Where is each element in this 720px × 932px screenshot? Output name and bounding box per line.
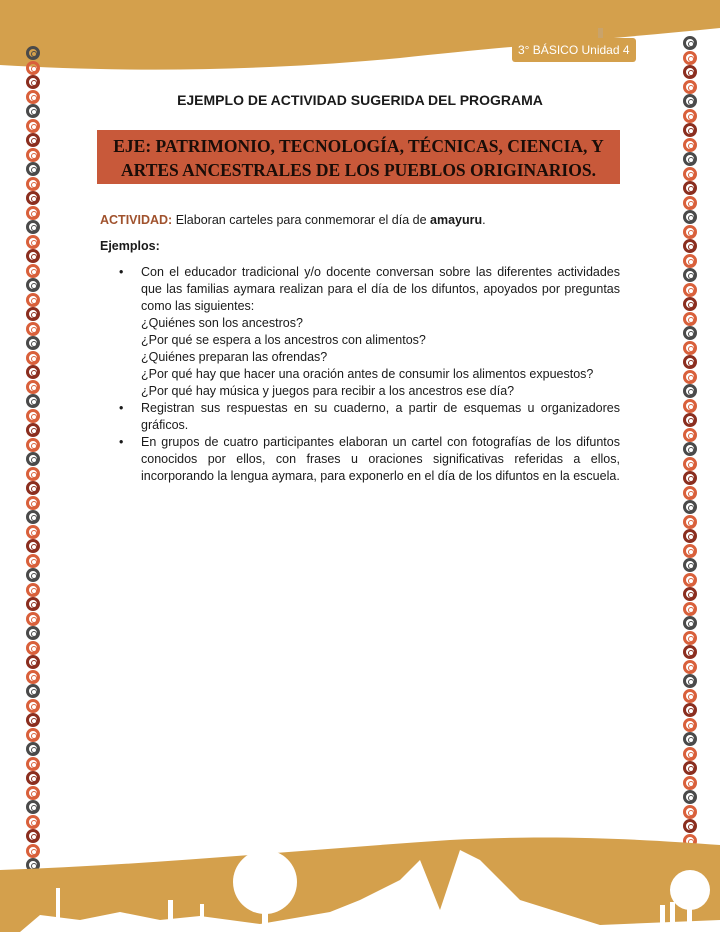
knot-ornament-icon bbox=[26, 583, 40, 597]
knot-ornament-icon bbox=[26, 786, 40, 800]
knot-ornament-icon bbox=[26, 206, 40, 220]
knot-ornament-icon bbox=[683, 790, 697, 804]
knot-ornament-icon bbox=[26, 249, 40, 263]
knot-ornament-icon bbox=[26, 713, 40, 727]
knot-ornament-icon bbox=[26, 162, 40, 176]
knot-ornament-icon bbox=[683, 674, 697, 688]
knot-ornament-icon bbox=[26, 539, 40, 553]
list-item bbox=[141, 264, 620, 400]
knot-ornament-icon bbox=[683, 573, 697, 587]
knot-ornament-icon bbox=[683, 631, 697, 645]
knot-ornament-icon bbox=[26, 264, 40, 278]
knot-ornament-icon bbox=[683, 399, 697, 413]
knot-ornament-icon bbox=[683, 413, 697, 427]
knot-ornament-icon bbox=[26, 699, 40, 713]
knot-ornament-icon bbox=[683, 36, 697, 50]
knot-ornament-icon bbox=[683, 587, 697, 601]
knot-ornament-icon bbox=[26, 597, 40, 611]
knot-ornament-icon bbox=[683, 254, 697, 268]
knot-ornament-icon bbox=[26, 61, 40, 75]
knot-ornament-icon bbox=[26, 554, 40, 568]
knot-ornament-icon bbox=[26, 75, 40, 89]
knot-ornament-icon bbox=[26, 177, 40, 191]
activity-label: ACTIVIDAD: bbox=[100, 213, 173, 227]
knot-ornament-icon bbox=[26, 510, 40, 524]
knot-ornament-icon bbox=[683, 602, 697, 616]
knot-ornament-icon bbox=[683, 428, 697, 442]
knot-ornament-icon bbox=[683, 268, 697, 282]
knot-ornament-icon bbox=[683, 326, 697, 340]
knot-ornament-icon bbox=[26, 394, 40, 408]
right-decorative-border bbox=[682, 36, 698, 848]
activity-keyword: amayuru bbox=[430, 213, 483, 227]
knot-ornament-icon bbox=[683, 167, 697, 181]
knot-ornament-icon bbox=[683, 384, 697, 398]
knot-ornament-icon bbox=[683, 500, 697, 514]
knot-ornament-icon bbox=[26, 235, 40, 249]
knot-ornament-icon bbox=[683, 225, 697, 239]
knot-ornament-icon bbox=[26, 148, 40, 162]
activity-end: . bbox=[482, 213, 486, 227]
knot-ornament-icon bbox=[683, 776, 697, 790]
knot-ornament-icon bbox=[26, 467, 40, 481]
knot-ornament-icon bbox=[26, 351, 40, 365]
question: ¿Quiénes preparan las ofrendas? bbox=[141, 350, 328, 364]
knot-ornament-icon bbox=[26, 380, 40, 394]
examples-label: Ejemplos: bbox=[100, 239, 160, 253]
knot-ornament-icon bbox=[683, 341, 697, 355]
knot-ornament-icon bbox=[683, 689, 697, 703]
knot-ornament-icon bbox=[26, 46, 40, 60]
knot-ornament-icon bbox=[683, 732, 697, 746]
activity-text: Elaboran carteles para conmemorar el día de bbox=[172, 213, 430, 227]
knot-ornament-icon bbox=[683, 152, 697, 166]
bullet-text: Con el educador tradicional y/o docente conversan sobre las diferentes actividades que las familias aymara realizan para el día de los difuntos, apoyados por preguntas como las siguientes: bbox=[141, 265, 620, 313]
knot-ornament-icon bbox=[26, 670, 40, 684]
knot-ornament-icon bbox=[683, 297, 697, 311]
knot-ornament-icon bbox=[683, 355, 697, 369]
knot-ornament-icon bbox=[683, 312, 697, 326]
knot-ornament-icon bbox=[683, 196, 697, 210]
knot-ornament-icon bbox=[683, 486, 697, 500]
knot-ornament-icon bbox=[683, 660, 697, 674]
knot-ornament-icon bbox=[26, 728, 40, 742]
knot-ornament-icon bbox=[26, 278, 40, 292]
knot-ornament-icon bbox=[26, 365, 40, 379]
knot-ornament-icon bbox=[683, 210, 697, 224]
knot-ornament-icon bbox=[683, 529, 697, 543]
list-item: • En grupos de cuatro participantes elaboran un cartel con fotografías de los difuntos conocidos por ellos, con frases u oraciones significativas referidas a ellos, incorporando la lengua aymara, para exponerlo en el día de los difuntos en la escuela. bbox=[141, 434, 620, 485]
knot-ornament-icon bbox=[26, 612, 40, 626]
knot-ornament-icon bbox=[683, 558, 697, 572]
knot-ornament-icon bbox=[683, 239, 697, 253]
knot-ornament-icon bbox=[683, 718, 697, 732]
grade-unit-badge: 3° BÁSICO Unidad 4 bbox=[512, 38, 636, 62]
knot-ornament-icon bbox=[683, 370, 697, 384]
eje-line-1: EJE: PATRIMONIO, TECNOLOGÍA, TÉCNICAS, CIENCIA, Y bbox=[113, 136, 604, 156]
knot-ornament-icon bbox=[683, 805, 697, 819]
knot-ornament-icon bbox=[683, 747, 697, 761]
knot-ornament-icon bbox=[683, 109, 697, 123]
knot-ornament-icon bbox=[26, 771, 40, 785]
knot-ornament-icon bbox=[683, 457, 697, 471]
knot-ornament-icon bbox=[26, 684, 40, 698]
eje-line-2: ARTES ANCESTRALES DE LOS PUEBLOS ORIGINARIOS. bbox=[121, 160, 596, 180]
knot-ornament-icon bbox=[26, 423, 40, 437]
knot-ornament-icon bbox=[683, 515, 697, 529]
knot-ornament-icon bbox=[26, 133, 40, 147]
eje-banner bbox=[97, 130, 620, 184]
knot-ornament-icon bbox=[683, 442, 697, 456]
knot-ornament-icon bbox=[26, 452, 40, 466]
knot-ornament-icon bbox=[26, 641, 40, 655]
page-title: EJEMPLO DE ACTIVIDAD SUGERIDA DEL PROGRAMA bbox=[177, 92, 543, 108]
knot-ornament-icon bbox=[26, 191, 40, 205]
knot-ornament-icon bbox=[683, 123, 697, 137]
knot-ornament-icon bbox=[26, 496, 40, 510]
knot-ornament-icon bbox=[26, 481, 40, 495]
knot-ornament-icon bbox=[26, 293, 40, 307]
knot-ornament-icon bbox=[683, 544, 697, 558]
knot-ornament-icon bbox=[683, 616, 697, 630]
knot-ornament-icon bbox=[26, 119, 40, 133]
footer-landscape bbox=[0, 820, 720, 932]
question: ¿Por qué se espera a los ancestros con alimentos? bbox=[141, 333, 426, 347]
knot-ornament-icon bbox=[683, 283, 697, 297]
knot-ornament-icon bbox=[683, 181, 697, 195]
knot-ornament-icon bbox=[683, 761, 697, 775]
activity-line bbox=[100, 212, 620, 229]
knot-ornament-icon bbox=[683, 51, 697, 65]
activity-body bbox=[100, 212, 620, 485]
knot-ornament-icon bbox=[26, 568, 40, 582]
question: ¿Por qué hay que hacer una oración antes de consumir los alimentos expuestos? bbox=[141, 367, 594, 381]
knot-ornament-icon bbox=[26, 409, 40, 423]
knot-ornament-icon bbox=[26, 525, 40, 539]
knot-ornament-icon bbox=[26, 322, 40, 336]
knot-ornament-icon bbox=[26, 438, 40, 452]
knot-ornament-icon bbox=[683, 65, 697, 79]
knot-ornament-icon bbox=[683, 138, 697, 152]
knot-ornament-icon bbox=[683, 645, 697, 659]
left-decorative-border bbox=[25, 46, 41, 873]
question: ¿Por qué hay música y juegos para recibir a los ancestros ese día? bbox=[141, 384, 515, 398]
knot-ornament-icon bbox=[26, 742, 40, 756]
knot-ornament-icon bbox=[26, 220, 40, 234]
knot-ornament-icon bbox=[26, 336, 40, 350]
knot-ornament-icon bbox=[26, 307, 40, 321]
knot-ornament-icon bbox=[26, 800, 40, 814]
question: ¿Quiénes son los ancestros? bbox=[141, 316, 303, 330]
knot-ornament-icon bbox=[26, 757, 40, 771]
knot-ornament-icon bbox=[26, 626, 40, 640]
list-item: • Registran sus respuestas en su cuaderno, a partir de esquemas u organizadores gráficos. bbox=[141, 400, 620, 434]
knot-ornament-icon bbox=[26, 655, 40, 669]
knot-ornament-icon bbox=[683, 703, 697, 717]
knot-ornament-icon bbox=[683, 471, 697, 485]
examples-list bbox=[100, 264, 620, 485]
